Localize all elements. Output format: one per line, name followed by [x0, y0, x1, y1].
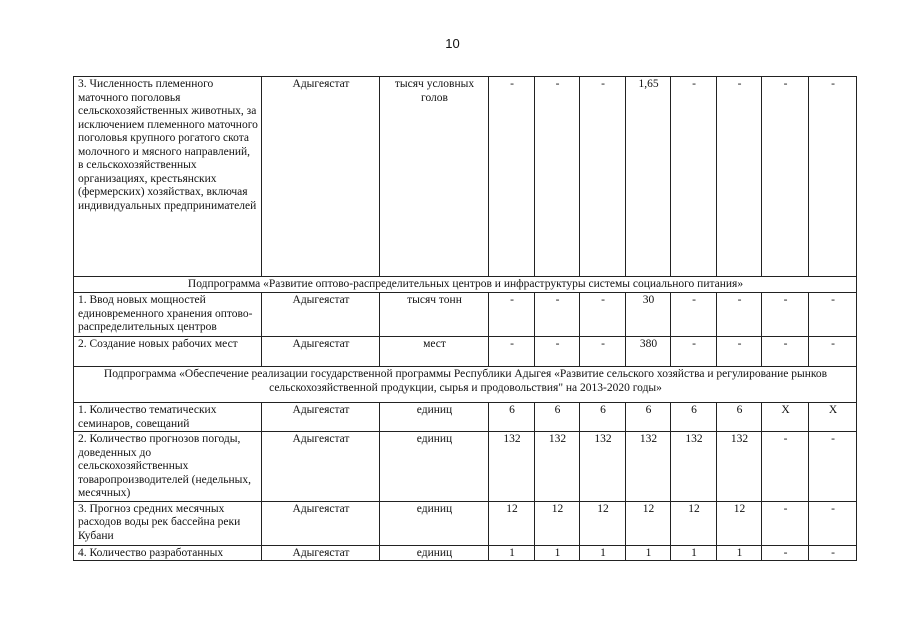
value-cell: 12: [489, 501, 535, 545]
value-cell: 1,65: [626, 77, 671, 277]
executor-cell: Адыгеястат: [262, 432, 380, 502]
indicator-name-cell: 3. Прогноз средних месячных расходов воды рек бассейна реки Кубани: [74, 501, 262, 545]
executor-cell: Адыгеястат: [262, 293, 380, 337]
value-cell: -: [762, 337, 809, 367]
value-cell: 12: [580, 501, 626, 545]
value-cell: -: [717, 337, 762, 367]
unit-cell: единиц: [380, 545, 489, 561]
value-cell: -: [489, 77, 535, 277]
executor-cell: Адыгеястат: [262, 501, 380, 545]
value-cell: 12: [717, 501, 762, 545]
table-row: [74, 501, 857, 545]
value-cell: Х: [809, 403, 857, 432]
value-cell: 1: [580, 545, 626, 561]
table-section-livestock: [74, 77, 857, 277]
table-row: [74, 77, 857, 277]
value-cell: -: [580, 337, 626, 367]
value-cell: 132: [535, 432, 580, 502]
value-cell: -: [489, 293, 535, 337]
unit-cell: мест: [380, 337, 489, 367]
value-cell: 12: [535, 501, 580, 545]
executor-cell: Адыгеястат: [262, 545, 380, 561]
value-cell: -: [671, 293, 717, 337]
executor-cell: Адыгеястат: [262, 403, 380, 432]
value-cell: 1: [489, 545, 535, 561]
table-row: [74, 337, 857, 367]
value-cell: -: [809, 545, 857, 561]
table-row: [74, 432, 857, 502]
value-cell: -: [762, 545, 809, 561]
table-row: [74, 403, 857, 432]
indicator-name-cell: 2. Создание новых рабочих мест: [74, 337, 262, 367]
value-cell: 12: [671, 501, 717, 545]
table-row: [74, 293, 857, 337]
unit-cell: единиц: [380, 501, 489, 545]
value-cell: 132: [671, 432, 717, 502]
page-number: 10: [445, 36, 460, 51]
table-section-subprogram-1: [74, 277, 857, 293]
value-cell: -: [580, 293, 626, 337]
value-cell: 6: [489, 403, 535, 432]
value-cell: 30: [626, 293, 671, 337]
value-cell: 6: [535, 403, 580, 432]
executor-cell: Адыгеястат: [262, 77, 380, 277]
table-section-subprogram-2: [74, 367, 857, 403]
value-cell: -: [580, 77, 626, 277]
indicators-table: [73, 76, 857, 561]
table-section-wholesale: [74, 293, 857, 367]
executor-cell: Адыгеястат: [262, 337, 380, 367]
value-cell: 1: [671, 545, 717, 561]
unit-cell: тысяч тонн: [380, 293, 489, 337]
value-cell: 1: [535, 545, 580, 561]
value-cell: -: [671, 337, 717, 367]
subprogram-title-implementation: Подпрограмма «Обеспечение реализации государственной программы Республики Адыгея «Развитие сельского хозяйства и регулирование рынков сельскохозяйственной продукции, сырья и продовольствия" на 2013-2020 годы»: [74, 367, 857, 403]
value-cell: -: [535, 77, 580, 277]
subprogram-title-wholesale: Подпрограмма «Развитие оптово-распределительных центров и инфраструктуры системы социального питания»: [74, 277, 857, 293]
value-cell: 132: [580, 432, 626, 502]
table-row: [74, 545, 857, 561]
value-cell: -: [762, 501, 809, 545]
indicator-name-cell: 2. Количество прогнозов погоды, доведенных до сельскохозяйственных товаропроизводителей (недельных, месячных): [74, 432, 262, 502]
table-section-implementation: [74, 403, 857, 561]
indicator-name-cell: 1. Количество тематических семинаров, совещаний: [74, 403, 262, 432]
value-cell: -: [535, 293, 580, 337]
value-cell: -: [762, 293, 809, 337]
value-cell: -: [535, 337, 580, 367]
unit-cell: единиц: [380, 403, 489, 432]
indicator-name-cell: 3. Численность племенного маточного поголовья сельскохозяйственных животных, за исключением племенного маточного поголовья крупного рогатого скота молочного и мясного направлений, в сельскохозяйственных организациях, крестьянских (фермерских) хозяйствах, включая индивидуальных предпринимателей: [74, 77, 262, 277]
value-cell: 6: [626, 403, 671, 432]
value-cell: -: [809, 77, 857, 277]
value-cell: -: [809, 501, 857, 545]
value-cell: 1: [717, 545, 762, 561]
value-cell: 132: [717, 432, 762, 502]
value-cell: 380: [626, 337, 671, 367]
unit-cell: тысяч условных голов: [380, 77, 489, 277]
value-cell: -: [809, 337, 857, 367]
value-cell: 132: [626, 432, 671, 502]
value-cell: 132: [489, 432, 535, 502]
value-cell: 12: [626, 501, 671, 545]
value-cell: -: [671, 77, 717, 277]
value-cell: -: [489, 337, 535, 367]
value-cell: -: [762, 77, 809, 277]
value-cell: -: [809, 293, 857, 337]
indicator-name-cell: 4. Количество разработанных: [74, 545, 262, 561]
value-cell: Х: [762, 403, 809, 432]
value-cell: -: [762, 432, 809, 502]
value-cell: -: [717, 77, 762, 277]
unit-cell: единиц: [380, 432, 489, 502]
indicator-name-cell: 1. Ввод новых мощностей единовременного хранения оптово-распределительных центров: [74, 293, 262, 337]
value-cell: 6: [717, 403, 762, 432]
value-cell: 1: [626, 545, 671, 561]
value-cell: -: [809, 432, 857, 502]
value-cell: 6: [580, 403, 626, 432]
value-cell: -: [717, 293, 762, 337]
value-cell: 6: [671, 403, 717, 432]
